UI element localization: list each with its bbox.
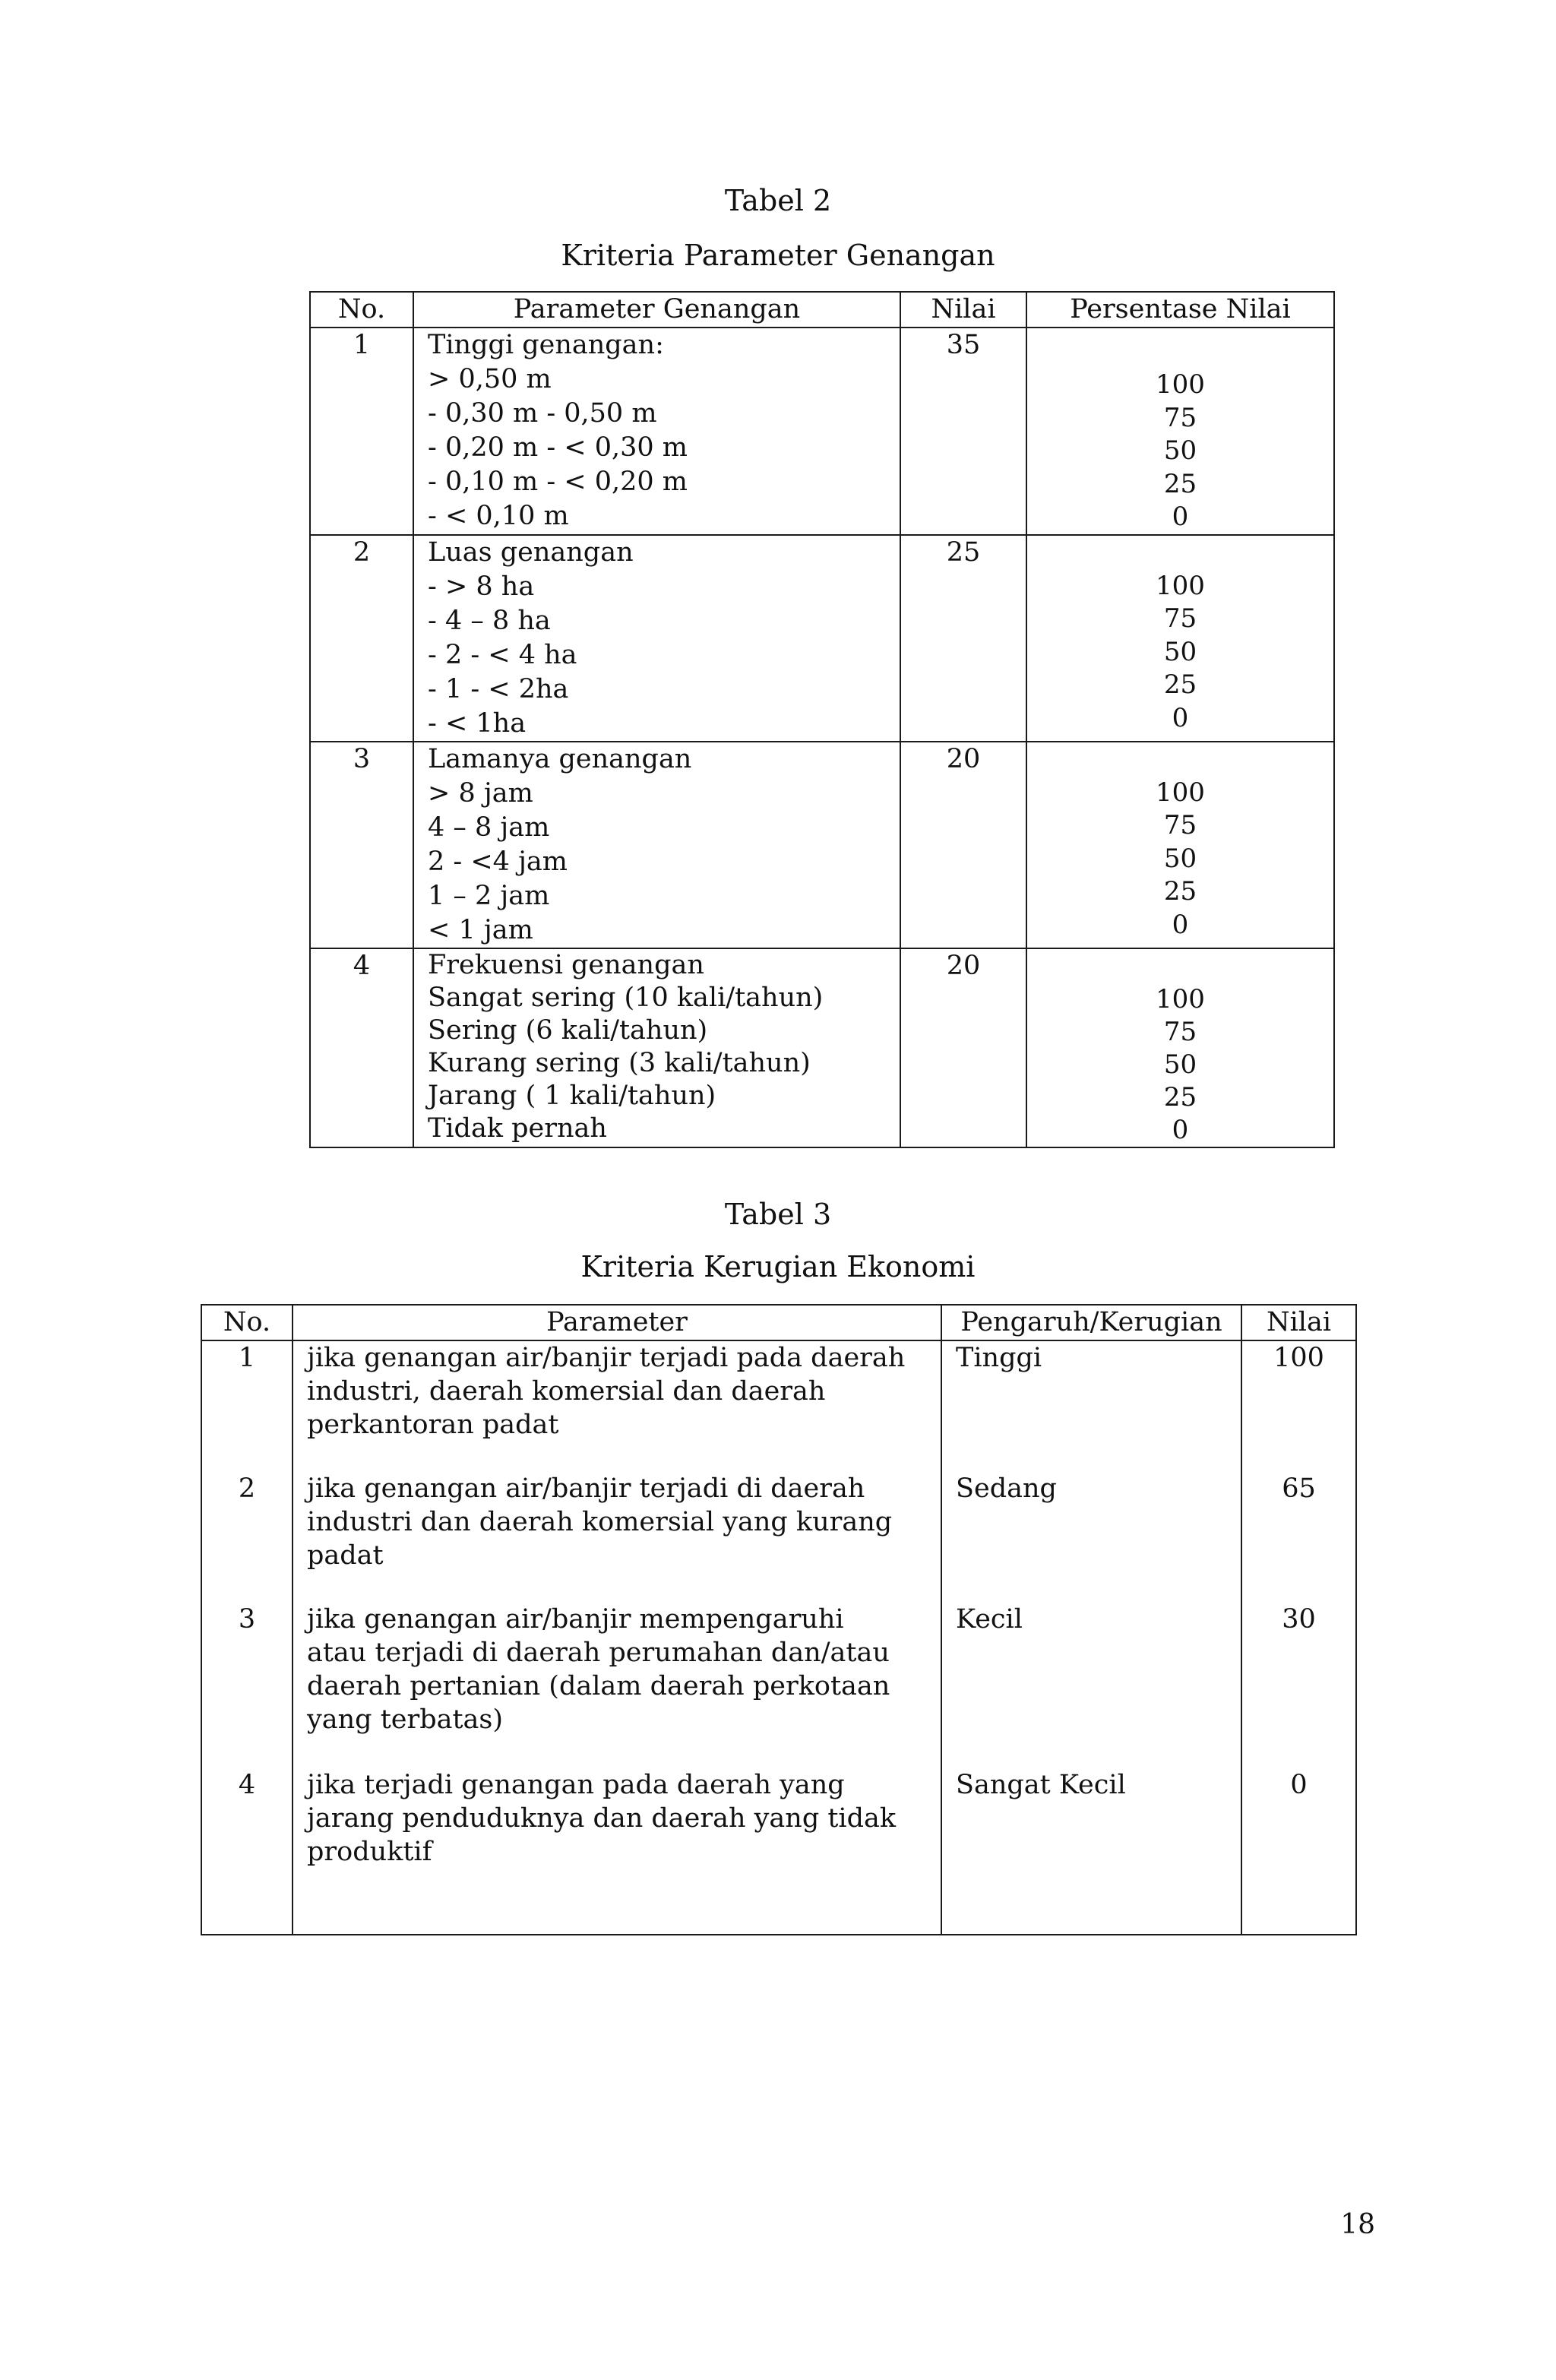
nilai-cell: 20 xyxy=(900,948,1026,1147)
parameter-line: industri dan daerah komersial yang kurang xyxy=(307,1507,893,1537)
persentase-value: 0 xyxy=(1172,909,1189,940)
parameter-line: padat xyxy=(307,1540,384,1571)
parameter-line: jika genangan air/banjir mempengaruhi xyxy=(307,1604,844,1635)
parameter-title: Frekuensi genangan xyxy=(428,949,704,980)
parameter-item: - 1 - < 2ha xyxy=(428,673,569,704)
parameter-genangan-table xyxy=(309,291,1335,1148)
kerugian-ekonomi-table xyxy=(201,1304,1357,1935)
parameter-line: jarang penduduknya dan daerah yang tidak xyxy=(307,1803,897,1834)
pengaruh-column xyxy=(941,1340,1241,1935)
parameter-item: - 4 – 8 ha xyxy=(428,605,551,636)
parameter-line: jika terjadi genangan pada daerah yang xyxy=(307,1770,845,1800)
table-row xyxy=(310,742,1334,948)
persentase-cell xyxy=(1026,948,1334,1147)
table3-caption-title: Kriteria Kerugian Ekonomi xyxy=(580,1250,976,1283)
persentase-value: 25 xyxy=(1163,468,1197,499)
parameter-cell xyxy=(413,328,900,535)
row-number-column xyxy=(201,1340,293,1935)
persentase-value: 50 xyxy=(1163,435,1197,466)
persentase-cell xyxy=(1026,742,1334,948)
header-no: No. xyxy=(201,1305,293,1340)
parameter-item: Sering (6 kali/tahun) xyxy=(428,1014,708,1046)
row-number: 2 xyxy=(310,535,413,742)
parameter-line: jika genangan air/banjir terjadi pada daerah xyxy=(307,1343,906,1373)
parameter-line: atau terjadi di daerah perumahan dan/atau xyxy=(307,1638,890,1668)
nilai-cell: 25 xyxy=(900,535,1026,742)
table2-caption-number: Tabel 2 xyxy=(724,184,832,217)
parameter-item: 1 – 2 jam xyxy=(428,880,550,911)
persentase-value: 100 xyxy=(1156,983,1205,1014)
parameter-item: - < 0,10 m xyxy=(428,501,569,531)
parameter-cell xyxy=(413,535,900,742)
persentase-value: 75 xyxy=(1163,1016,1197,1047)
pengaruh-value: Kecil xyxy=(956,1604,1023,1635)
persentase-cell xyxy=(1026,535,1334,742)
header-no: No. xyxy=(310,292,413,328)
parameter-title: Luas genangan xyxy=(428,536,634,568)
table3-caption-number: Tabel 3 xyxy=(724,1198,832,1231)
nilai-cell: 35 xyxy=(900,328,1026,535)
header-parameter: Parameter xyxy=(293,1305,941,1340)
parameter-item: 2 - <4 jam xyxy=(428,846,568,877)
parameter-line: produktif xyxy=(307,1837,432,1867)
persentase-value: 25 xyxy=(1163,669,1197,700)
parameter-line: perkantoran padat xyxy=(307,1410,559,1440)
parameter-column xyxy=(293,1340,941,1935)
parameter-item: - < 1ha xyxy=(428,707,527,739)
parameter-item: - 0,10 m - < 0,20 m xyxy=(428,467,688,497)
parameter-item: Kurang sering (3 kali/tahun) xyxy=(428,1047,811,1078)
parameter-item: Tidak pernah xyxy=(428,1112,607,1144)
persentase-value: 75 xyxy=(1163,603,1197,634)
page-number: 18 xyxy=(1340,2209,1375,2240)
parameter-line: industri, daerah komersial dan daerah xyxy=(307,1376,826,1407)
persentase-value: 0 xyxy=(1172,702,1189,733)
parameter-text xyxy=(307,1603,933,1768)
parameter-text xyxy=(307,1768,933,1869)
parameter-text xyxy=(307,1472,933,1603)
table-header-row xyxy=(310,292,1334,328)
parameter-cell xyxy=(413,948,900,1147)
pengaruh-value: Tinggi xyxy=(956,1343,1042,1373)
parameter-item: - 0,30 m - 0,50 m xyxy=(428,398,657,429)
header-parameter-genangan: Parameter Genangan xyxy=(413,292,900,328)
persentase-value: 75 xyxy=(1163,810,1197,840)
nilai-column xyxy=(1241,1340,1356,1935)
persentase-value: 75 xyxy=(1163,402,1197,433)
persentase-value: 0 xyxy=(1172,1114,1189,1145)
persentase-value: 25 xyxy=(1163,1081,1197,1112)
parameter-title: Lamanya genangan xyxy=(428,743,692,774)
nilai-value: 100 xyxy=(1273,1343,1324,1373)
parameter-item: - > 8 ha xyxy=(428,571,535,602)
persentase-cell xyxy=(1026,328,1334,535)
table2-caption-title: Kriteria Parameter Genangan xyxy=(561,239,995,272)
pengaruh-value: Sedang xyxy=(956,1473,1057,1504)
persentase-value: 0 xyxy=(1172,502,1189,532)
persentase-value: 100 xyxy=(1156,369,1205,400)
row-number: 3 xyxy=(310,742,413,948)
persentase-value: 50 xyxy=(1163,843,1197,874)
parameter-item: - 0,20 m - < 0,30 m xyxy=(428,432,688,463)
row-number: 3 xyxy=(238,1604,256,1635)
persentase-value: 50 xyxy=(1163,1049,1197,1080)
parameter-item: 4 – 8 jam xyxy=(428,812,550,843)
parameter-cell xyxy=(413,742,900,948)
nilai-cell: 20 xyxy=(900,742,1026,948)
persentase-value: 25 xyxy=(1163,876,1197,907)
nilai-value: 30 xyxy=(1282,1604,1316,1635)
parameter-line: jika genangan air/banjir terjadi di daerah xyxy=(307,1473,865,1504)
row-number: 4 xyxy=(310,948,413,1147)
parameter-title: Tinggi genangan: xyxy=(428,330,664,360)
parameter-item: > 8 jam xyxy=(428,777,533,809)
row-number: 1 xyxy=(310,328,413,535)
nilai-value: 65 xyxy=(1282,1473,1316,1504)
parameter-item: < 1 jam xyxy=(428,914,533,945)
parameter-line: yang terbatas) xyxy=(307,1704,504,1735)
row-number: 4 xyxy=(238,1770,256,1800)
parameter-text xyxy=(307,1341,933,1472)
nilai-value: 0 xyxy=(1290,1770,1308,1800)
persentase-value: 50 xyxy=(1163,636,1197,667)
parameter-line: daerah pertanian (dalam daerah perkotaan xyxy=(307,1671,890,1701)
table-header-row xyxy=(201,1305,1356,1340)
table-row xyxy=(310,328,1334,535)
parameter-item: Jarang ( 1 kali/tahun) xyxy=(428,1080,716,1111)
parameter-item: > 0,50 m xyxy=(428,364,552,394)
header-nilai: Nilai xyxy=(1241,1305,1356,1340)
header-persentase-nilai: Persentase Nilai xyxy=(1026,292,1334,328)
header-nilai: Nilai xyxy=(900,292,1026,328)
parameter-item: - 2 - < 4 ha xyxy=(428,639,577,670)
persentase-value: 100 xyxy=(1156,570,1205,601)
row-number: 2 xyxy=(238,1473,256,1504)
header-pengaruh-kerugian: Pengaruh/Kerugian xyxy=(941,1305,1241,1340)
table-row xyxy=(201,1340,1356,1935)
persentase-value: 100 xyxy=(1156,777,1205,808)
table-row xyxy=(310,948,1334,1147)
table-row xyxy=(310,535,1334,742)
parameter-item: Sangat sering (10 kali/tahun) xyxy=(428,982,824,1013)
pengaruh-value: Sangat Kecil xyxy=(956,1770,1126,1800)
row-number: 1 xyxy=(238,1343,256,1373)
